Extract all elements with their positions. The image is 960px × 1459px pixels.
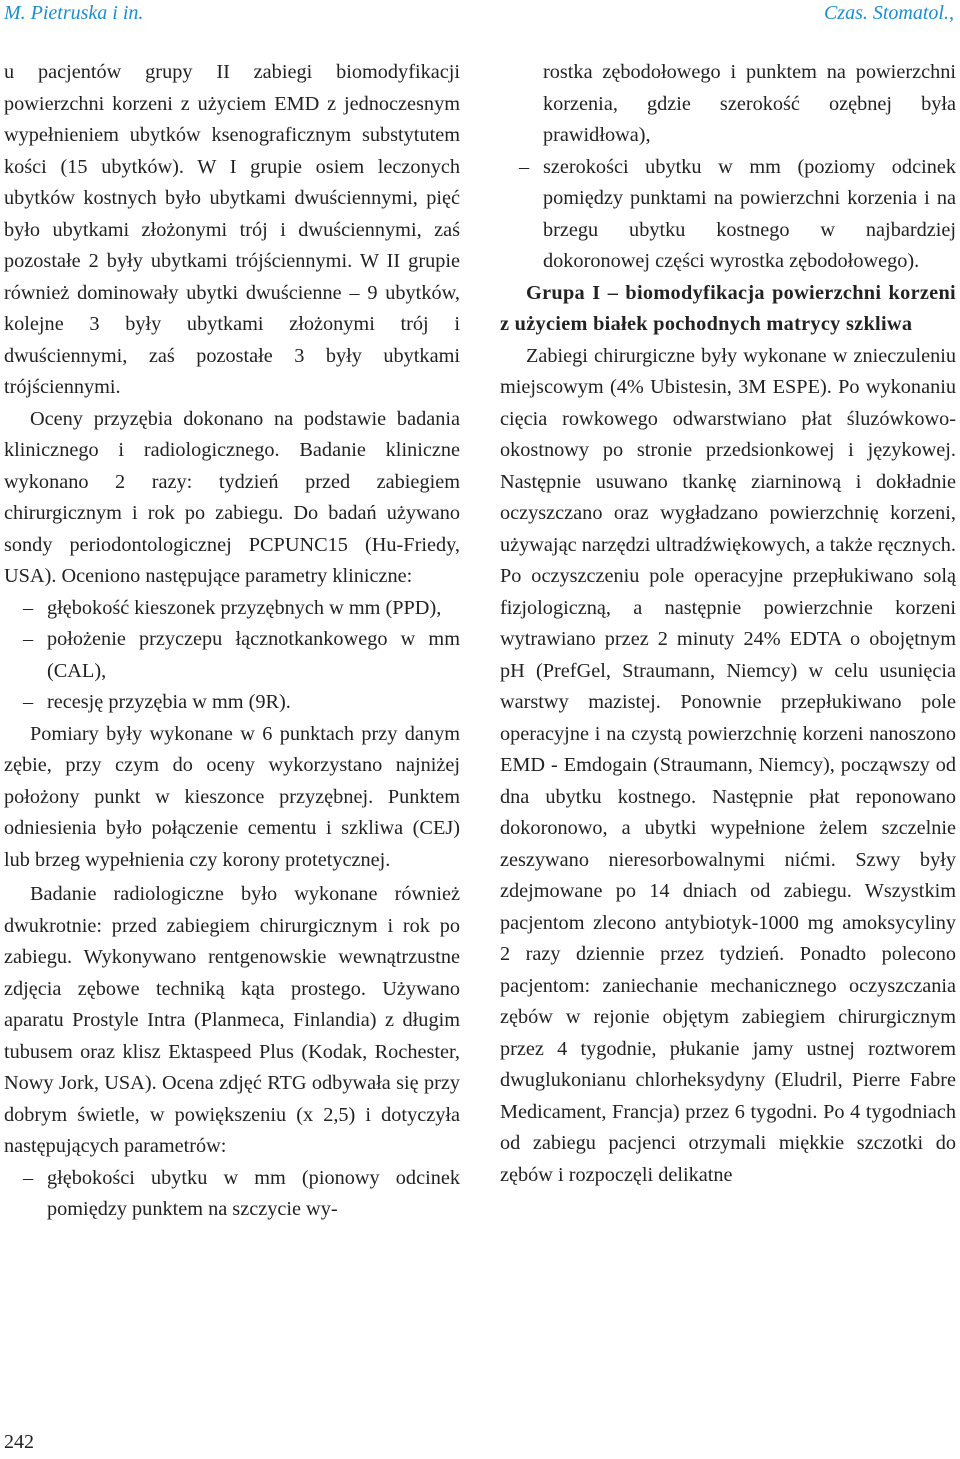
left-column bbox=[4, 57, 460, 1226]
radiological-parameters-list bbox=[4, 1163, 460, 1226]
running-header-authors: M. Pietruska i in. bbox=[4, 2, 144, 24]
list-item: – recesję przyzębia w mm (9R). bbox=[4, 687, 460, 719]
section-heading-group-1: Grupa I – biomodyfikacja powierzchni korzeni z użyciem białek pochodnych matrycy szkliwa bbox=[500, 281, 956, 335]
list-item-continuation: rostka zębodołowego i punktem na powierzchni korzenia, gdzie szerokość ozębnej była prawidłowa), bbox=[543, 61, 956, 146]
paragraph-radiological-exam: Badanie radiologiczne było wykonane również dwukrotnie: przed zabiegiem chirurgicznym i rok po zabiegu. Wykonywano rentgenowskie wewnątrzustne zdjęcia zębowe techniką kąta prostego. Używano aparatu Prostyle Intra (Planmeca, Finlandia) z długim tubusem oraz klisz Ektaspeed Plus (Kodak, Rochester, Nowy Jork, USA). Ocena zdjęć RTG odbywała się przy dobrym świetle, w powiększeniu (x 2,5) i dotyczyła następujących parametrów: bbox=[4, 883, 460, 1157]
paragraph-periodontal-assessment: Oceny przyzębia dokonano na podstawie badania klinicznego i radiologicznego. Badanie kliniczne wykonano 2 razy: tydzień przed zabiegiem chirurgicznym i rok po zabiegu. Do badań używano sondy periodontologicznej PCPUNC15 (Hu-Friedy, USA). Oceniono następujące parametry kliniczne: bbox=[4, 407, 460, 587]
paragraph-study-groups: u pacjentów grupy II zabiegi biomodyfikacji powierzchni korzeni z użyciem EMD z jednoczesnym wypełnieniem ubytków ksenograficznym substytutem kości (15 ubytków). W I grupie osiem leczonych ubytków kostnych było ubytkami dwuściennymi, pięć było ubytkami złożonymi trój i dwuściennymi, zaś pozostałe 2 były ubytkami trójściennymi. W II grupie również dominowały ubytki dwuścienne – 9 ubytków, kolejne 3 były ubytkami złożonymi trój i dwuściennymi, zaś pozostałe 3 były ubytkami trójściennymi. bbox=[4, 61, 460, 398]
list-item: – głębokość kieszonek przyzębnych w mm (PPD), bbox=[4, 593, 460, 625]
paragraph-surgical-procedure: Zabiegi chirurgiczne były wykonane w znieczuleniu miejscowym (4% Ubistesin, 3M ESPE). Po wykonaniu cięcia rowkowego odwarstwiano płat śluzówkowo-okostnowy po stronie przedsionkowej i językowej. Następnie usuwano tkankę ziarninową i dokładnie oczyszczano oraz wygładzano powierzchnię korzeni, używając narzędzi ultradźwiękowych, a także ręcznych. Po oczyszczeniu pole operacyjne przepłukiwano solą fizjologiczną, a następnie powierzchnie korzeni wytrawiano przez 2 minuty 24% EDTA o obojętnym pH (PrefGel, Straumann, Niemcy) w celu usunięcia warstwy mazistej. Ponownie przepłukiwano pole operacyjne i na czystą powierzchnię korzeni nanoszono EMD - Emdogain (Straumann, Niemcy), począwszy od dna ubytku kostnego. Następnie płat reponowano dokoronowo, a ubytki wypełnione żelem szczelnie zeszywano nieresorbowalnymi nićmi. Szwy były zdejmowane po 14 dniach od zabiegu. Wszystkim pacjentom zlecono antybiotyk-1000 mg amoksycyliny 2 razy dziennie przez tydzień. Ponadto polecono pacjentom: zaniechanie mechanicznego oczyszczania zębów w rejonie objętym zabiegiem chirurgicznym przez 4 tygodnie, płukanie jamy ustnej roztworem dwuglukonianu chlorheksydyny (Eludril, Pierre Fabre Medicament, Francja) przez 6 tygodni. Po 4 tygodniach od zabiegu pacjenci otrzymali miękkie szczotki do zębów i rozpoczęli delikatne bbox=[500, 344, 956, 1186]
paragraph-measurements: Pomiary były wykonane w 6 punktach przy danym zębie, przy czym do oceny wykorzystano najniżej położony punkt w kieszonce przyzębnej. Punktem odniesienia było połączenie cementu i szkliwa (CEJ) lub brzeg wypełnienia czy korony protetycznej. bbox=[4, 722, 460, 871]
list-item: – położenie przyczepu łącznotkankowego w mm (CAL), bbox=[4, 624, 460, 687]
right-column bbox=[500, 57, 956, 1191]
page-number: 242 bbox=[4, 1431, 34, 1453]
clinical-parameters-list bbox=[4, 593, 460, 719]
radiological-parameters-list-continued bbox=[500, 57, 956, 278]
running-header-journal: Czas. Stomatol., bbox=[823, 2, 954, 24]
list-item: – głębokości ubytku w mm (pionowy odcinek pomiędzy punktem na szczycie wy- bbox=[4, 1163, 460, 1226]
list-item: – szerokości ubytku w mm (poziomy odcinek pomiędzy punktami na powierzchni korzenia i na brzegu ubytku kostnego w najbardziej dokoronowej części wyrostka zębodołowego). bbox=[500, 152, 956, 278]
